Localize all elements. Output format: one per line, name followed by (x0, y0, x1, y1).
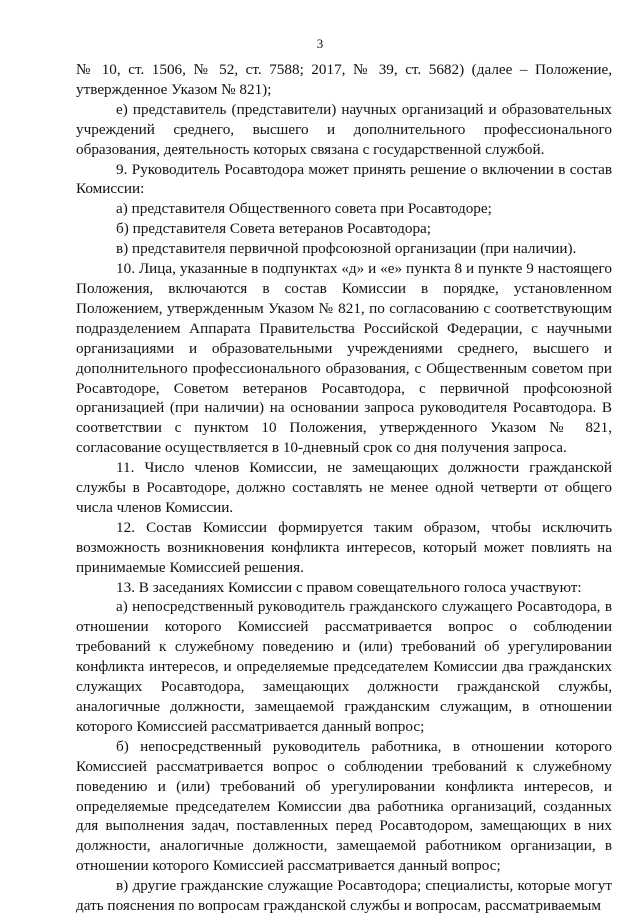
paragraph-continuation: № 10, ст. 1506, № 52, ст. 7588; 2017, № 39, ст. 5682) (далее – Положение, утвержденное Указом № 821); (76, 61, 612, 98)
paragraph-9: 9. Руководитель Росавтодора может принять решение о включении в состав Комиссии: (76, 160, 612, 198)
paragraph-10: 10. Лица, указанные в подпунктах «д» и «е» пункта 8 и пункте 9 настоящего Положения, включаются в состав Комиссии в порядке, установленном Положением, утвержденным Указом № 821, по согласованию с соответствующим подразделением Аппарата Правительства Российской Федерации, с научными организациями и образовательными учреждениями среднего, высшего и дополнительного профессионального образования, с Общественным советом при Росавтодоре, Советом ветеранов Росавтодора, с первичной профсоюзной организацией (при наличии) на основании запроса руководителя Росавтодора. В соответствии с пунктом 10 Положения, утвержденного Указом № 821, согласование осуществляется в 10-дневный срок со дня получения запроса. (76, 260, 612, 457)
paragraph-13-item-v: в) другие гражданские служащие Росавтодора; специалисты, которые могут дать пояснения по вопросам гражданской службы и вопросам, рассматриваемым (76, 877, 612, 915)
paragraph-11: 11. Число членов Комиссии, не замещающих должности гражданской службы в Росавтодоре, должно составлять не менее одной четверти от общего числа членов Комиссии. (76, 459, 612, 516)
paragraph-12: 12. Состав Комиссии формируется таким образом, чтобы исключить возможность возникновения конфликта интересов, который может повлиять на принимаемые Комиссией решения. (76, 518, 612, 576)
paragraph-13-item-b: б) непосредственный руководитель работника, в отношении которого Комиссией рассматривается вопрос о соблюдении требований к служебному поведению и (или) требований об урегулировании конфликта интересов, и определяемые председателем Комиссии два работника организаций, созданных для выполнения задач, поставленных перед Росавтодором, замещающих в них должности, аналогичные должности, замещаемой работником организации, в отношении которого Комиссией рассматривается данный вопрос; (76, 737, 612, 875)
paragraph-9-item-b: б) представителя Совета ветеранов Росавтодора; (116, 220, 432, 238)
paragraph-item-e: е) представитель (представители) научных организаций и образовательных учреждений среднего, высшего и дополнительного профессионального образования, деятельность которых связана с государственной службой. (76, 100, 612, 158)
page-number: 3 (316, 36, 324, 51)
paragraph-13: 13. В заседаниях Комиссии с правом совещательного голоса участвуют: (116, 578, 582, 596)
paragraph-9-item-a: а) представителя Общественного совета при Росавтодоре; (116, 200, 492, 218)
paragraph-9-item-v: в) представителя первичной профсоюзной организации (при наличии). (116, 240, 577, 258)
paragraph-13-item-a: а) непосредственный руководитель гражданского служащего Росавтодора, в отношении которого Комиссией рассматривается вопрос о соблюдении требований к служебному поведению и (или) требований об урегулировании конфликта интересов, и определяемые председателем Комиссии два гражданских служащих Росавтодора, замещающих должности гражданской службы, аналогичные должности, замещаемой гражданским служащим, в отношении которого Комиссией рассматривается данный вопрос; (76, 598, 612, 735)
document-body (76, 60, 612, 916)
